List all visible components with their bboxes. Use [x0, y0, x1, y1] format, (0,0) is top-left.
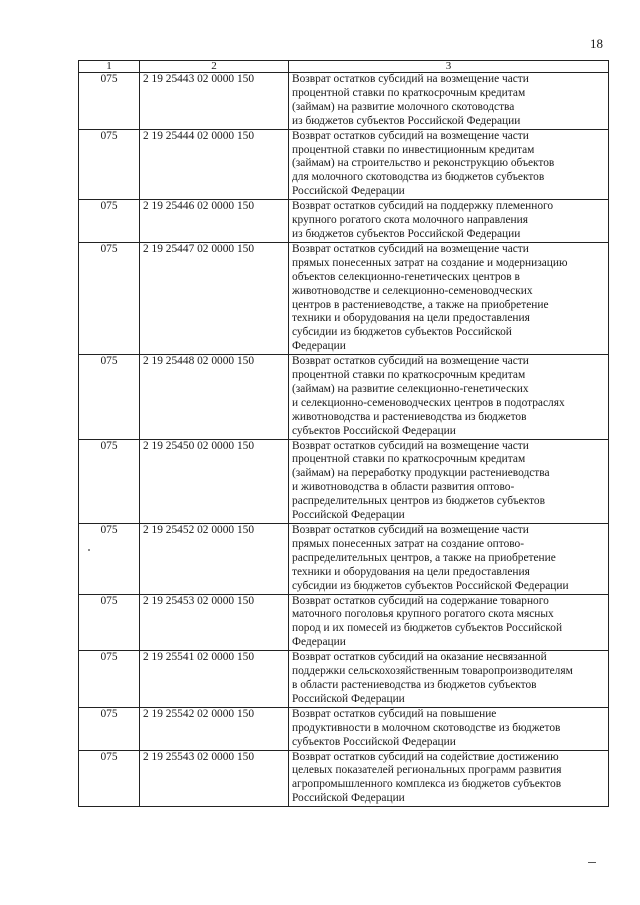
table-row: [79, 242, 609, 354]
revenue-name-cell: [289, 594, 609, 651]
admin-code-cell: 075: [79, 73, 140, 130]
budget-codes-table: [78, 60, 609, 807]
revenue-name-line: Возврат остатков субсидий на возмещение части: [292, 355, 529, 368]
revenue-name-line: Возврат остатков субсидий на возмещение части: [292, 524, 529, 536]
admin-code-cell: 075: [79, 200, 140, 243]
revenue-name-line: пород и их помесей из бюджетов субъектов Российской: [292, 622, 563, 635]
revenue-name-line: из бюджетов субъектов Российской Федерации: [292, 227, 521, 240]
revenue-name-line: распределительных центров из бюджетов субъектов: [292, 495, 546, 508]
admin-code-cell: 075: [79, 750, 140, 807]
revenue-name-line: Российской Федерации: [292, 509, 405, 522]
revenue-name-cell: [289, 439, 609, 523]
revenue-name-line: прямых понесенных затрат на создание оптово-: [292, 537, 525, 550]
revenue-name-line: объектов селекционно-генетических центров в: [292, 270, 520, 283]
table-row: [79, 73, 609, 130]
revenue-name-line: Возврат остатков субсидий на возмещение части: [292, 129, 529, 142]
table-header: [79, 61, 609, 73]
revenue-name-line: животноводстве и селекционно-семеноводческих: [292, 284, 533, 297]
table-row: [79, 594, 609, 651]
revenue-name-line: животноводства и растениеводства из бюджетов: [292, 410, 527, 423]
margin-dash-mark: [588, 862, 596, 863]
admin-code-cell: 075: [79, 651, 140, 708]
column-header-2: 2: [140, 61, 289, 73]
revenue-name-line: Возврат остатков субсидий на возмещение части: [292, 242, 529, 255]
revenue-name-line: субъектов Российской Федерации: [292, 735, 456, 748]
revenue-name-line: Возврат остатков субсидий на оказание несвязанной: [292, 651, 547, 664]
table-row: [79, 750, 609, 807]
revenue-name-line: продуктивности в молочном скотоводстве из бюджетов: [292, 721, 561, 734]
table-row: [79, 707, 609, 750]
column-header-1: 1: [79, 61, 140, 73]
revenue-name-cell: [289, 129, 609, 200]
revenue-name-line: в области растениеводства из бюджетов субъектов: [292, 678, 537, 691]
revenue-name-line: процентной ставки по краткосрочным кредитам: [292, 369, 526, 382]
revenue-code-cell: 2 19 25452 02 0000 150: [140, 524, 289, 595]
revenue-name-line: и животноводства в области развития оптово-: [292, 481, 515, 494]
table-row: [79, 439, 609, 523]
table-row: [79, 524, 609, 595]
admin-code-cell: 075: [79, 524, 140, 595]
revenue-name-line: поддержки сельскохозяйственным товаропроизводителям: [292, 665, 573, 678]
revenue-name-cell: [289, 200, 609, 243]
revenue-code-cell: 2 19 25444 02 0000 150: [140, 129, 289, 200]
revenue-code-cell: 2 19 25446 02 0000 150: [140, 200, 289, 243]
revenue-name-line: Возврат остатков субсидий на повышение: [292, 707, 497, 720]
revenue-name-line: (займам) на переработку продукции растениеводства: [292, 467, 550, 480]
revenue-name-line: процентной ставки по краткосрочным кредитам: [292, 86, 526, 99]
revenue-name-line: процентной ставки по краткосрочным кредитам: [292, 453, 526, 466]
revenue-name-line: центров в растениеводстве, а также на приобретение: [292, 298, 549, 311]
table-row: [79, 355, 609, 439]
revenue-code-cell: 2 19 25541 02 0000 150: [140, 651, 289, 708]
revenue-code-cell: 2 19 25542 02 0000 150: [140, 707, 289, 750]
revenue-name-cell: [289, 355, 609, 439]
revenue-name-line: (займам) на строительство и реконструкцию объектов: [292, 157, 555, 170]
revenue-name-line: агропромышленного комплекса из бюджетов субъектов: [292, 778, 562, 791]
revenue-name-line: распределительных центров, а также на приобретение: [292, 551, 556, 564]
revenue-name-line: (займам) на развитие селекционно-генетических: [292, 382, 529, 395]
revenue-name-line: прямых понесенных затрат на создание и модернизацию: [292, 256, 568, 269]
revenue-name-cell: [289, 73, 609, 130]
admin-code-cell: 075: [79, 355, 140, 439]
revenue-name-line: Возврат остатков субсидий на содействие достижению: [292, 750, 559, 763]
revenue-name-line: Федерации: [292, 340, 346, 353]
revenue-name-line: техники и оборудования на цели предоставления: [292, 312, 530, 325]
table-row: [79, 651, 609, 708]
revenue-code-cell: 2 19 25448 02 0000 150: [140, 355, 289, 439]
revenue-name-cell: [289, 750, 609, 807]
revenue-code-cell: 2 19 25543 02 0000 150: [140, 750, 289, 807]
revenue-name-line: субсидии из бюджетов субъектов Российской Федерации: [292, 579, 569, 592]
revenue-code-cell: 2 19 25450 02 0000 150: [140, 439, 289, 523]
column-header-3: 3: [289, 61, 609, 73]
revenue-code-cell: 2 19 25443 02 0000 150: [140, 73, 289, 130]
revenue-name-cell: [289, 651, 609, 708]
revenue-name-line: (займам) на развитие молочного скотоводства: [292, 100, 515, 113]
revenue-name-line: и селекционно-семеноводческих центров в подотраслях: [292, 396, 565, 409]
revenue-name-line: Российской Федерации: [292, 792, 405, 805]
revenue-name-line: Возврат остатков субсидий на возмещение части: [292, 439, 529, 452]
revenue-name-cell: [289, 707, 609, 750]
revenue-name-line: Российской Федерации: [292, 185, 405, 198]
revenue-name-line: для молочного скотоводства из бюджетов субъектов: [292, 171, 545, 184]
revenue-name-line: техники и оборудования на цели предоставления: [292, 565, 530, 578]
table-row: [79, 200, 609, 243]
revenue-name-line: Возврат остатков субсидий на возмещение части: [292, 73, 529, 85]
revenue-name-line: субъектов Российской Федерации: [292, 424, 456, 437]
revenue-name-line: из бюджетов субъектов Российской Федерации: [292, 114, 521, 127]
revenue-name-line: Федерации: [292, 636, 346, 649]
revenue-name-line: Возврат остатков субсидий на содержание товарного: [292, 594, 549, 607]
page-number: 18: [590, 36, 603, 51]
admin-code-cell: 075: [79, 594, 140, 651]
admin-code-cell: 075: [79, 242, 140, 354]
admin-code-cell: 075: [79, 129, 140, 200]
revenue-name-line: Возврат остатков субсидий на поддержку племенного: [292, 200, 554, 213]
revenue-name-line: Российской Федерации: [292, 692, 405, 705]
revenue-name-line: маточного поголовья крупного рогатого скота мясных: [292, 608, 554, 621]
revenue-name-line: процентной ставки по инвестиционным кредитам: [292, 143, 535, 156]
admin-code-cell: 075: [79, 439, 140, 523]
revenue-code-cell: 2 19 25453 02 0000 150: [140, 594, 289, 651]
revenue-name-cell: [289, 242, 609, 354]
revenue-name-line: крупного рогатого скота молочного направления: [292, 214, 528, 227]
revenue-name-line: субсидии из бюджетов субъектов Российской: [292, 326, 512, 339]
scan-dot-mark: [88, 549, 90, 551]
revenue-name-line: целевых показателей региональных программ развития: [292, 764, 562, 777]
revenue-name-cell: [289, 524, 609, 595]
revenue-code-cell: 2 19 25447 02 0000 150: [140, 242, 289, 354]
table-body: [79, 73, 609, 807]
admin-code-cell: 075: [79, 707, 140, 750]
table-row: [79, 129, 609, 200]
